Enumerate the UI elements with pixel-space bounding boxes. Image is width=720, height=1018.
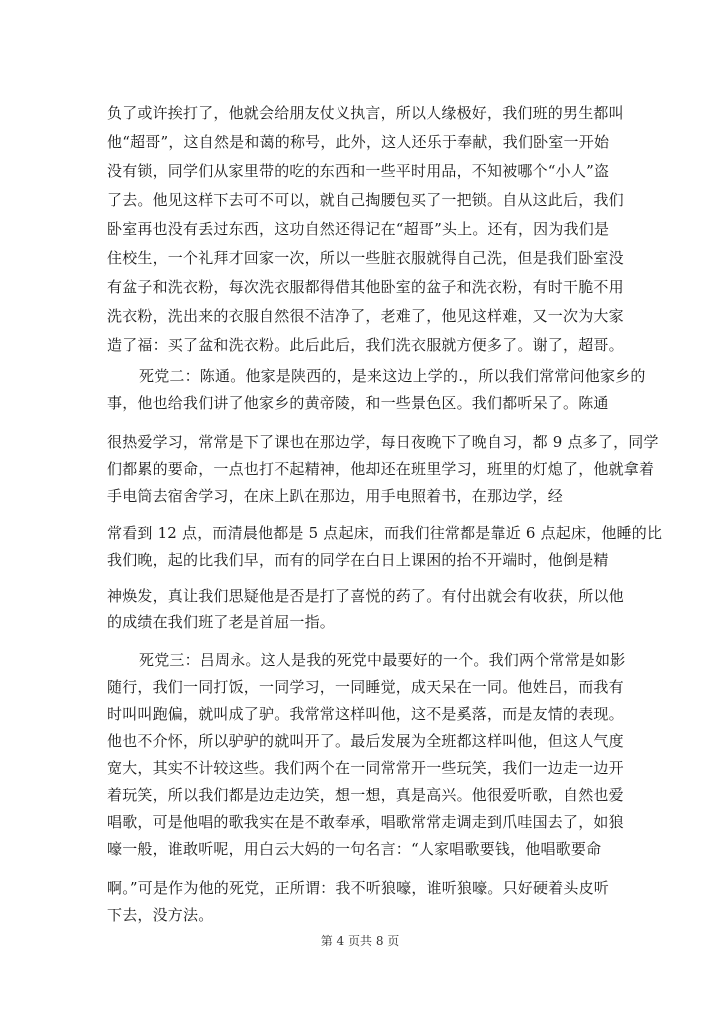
text-line: 着玩笑，所以我们都是边走边笑，想一想，真是高兴。他很爱听歌，自然也爱: [107, 786, 624, 804]
text-line: 手电筒去宿舍学习，在床上趴在那边，用手电照着书，在那边学，经: [107, 487, 564, 505]
text-line: 没有锁，同学们从家里带的吃的东西和一些平时用品，不知被哪个“小人”盗: [107, 162, 610, 180]
text-line: 住校生，一个礼拜才回家一次，所以一些脏衣服就得自己洗，但是我们卧室没: [107, 249, 624, 267]
text-line: 了去。他见这样下去可不可以，就自己掏腰包买了一把锁。自从这此后，我们: [107, 191, 624, 209]
text-line: 他“超哥”，这自然是和蔼的称号，此外，这人还乐于奉献，我们卧室一开始: [107, 133, 610, 151]
text-line: 神焕发，真让我们思疑他是否是打了喜悦的药了。有付出就会有收获，所以他: [107, 587, 624, 605]
text-line: 们都累的要命，一点也打不起精神，他却还在班里学习，班里的灯熄了，他就拿着: [107, 460, 655, 478]
text-line: 啊。”可是作为他的死党，正所谓：我不听狼嚎，谁听狼嚎。只好硬着头皮听: [107, 879, 609, 897]
text-line: 造了福：买了盆和洗衣粉。此后此后，我们洗衣服就方便多了。谢了，超哥。: [107, 336, 624, 354]
text-line: 唱歌，可是他唱的歌我实在是不敢奉承，唱歌常常走调走到爪哇国去了，如狼: [107, 813, 624, 831]
paragraph-heading-line: 死党二：陈通。他家是陕西的，是来这边上学的.，所以我们常常问他家乡的: [139, 367, 646, 385]
text-line: 嚎一般，谁敢听呢，用白云大妈的一句名言：“人家唱歌要钱，他唱歌要命: [107, 840, 602, 858]
text-line: 卧室再也没有丢过东西，这功自然还得记在“超哥”头上。还有，因为我们是: [107, 220, 610, 238]
text-line: 负了或许挨打了，他就会给朋友仗义执言，所以人缘极好，我们班的男生都叫: [107, 104, 624, 122]
text-line: 宽大，其实不计较这些。我们两个在一同常常开一些玩笑，我们一边走一边开: [107, 759, 624, 777]
text-line: 的成绩在我们班了老是首屈一指。: [107, 613, 336, 631]
text-line: 下去，没方法。: [107, 906, 214, 924]
page-number: 第 4 页共 8 页: [320, 934, 400, 948]
text-line: 他也不介怀，所以驴驴的就叫开了。最后发展为全班都这样叫他，但这人气度: [107, 732, 624, 750]
text-line: 很热爱学习，常常是下了课也在那边学，每日夜晚下了晚自习，都 9 点多了，同学: [107, 433, 659, 451]
text-line: 随行，我们一同打饭，一同学习，一同睡觉，成天呆在一同。他姓吕，而我有: [107, 678, 624, 696]
text-line: 常看到 12 点，而清晨他都是 5 点起床，而我们往常都是靠近 6 点起床，他睡的比: [107, 524, 663, 542]
text-line: 我们晚，起的比我们早，而有的同学在白日上课困的抬不开端时，他倒是精: [107, 551, 609, 569]
paragraph-heading-line: 死党三：吕周永。这人是我的死党中最要好的一个。我们两个常常是如影: [139, 651, 626, 669]
text-line: 洗衣粉，洗出来的衣服自然很不洁净了，老难了，他见这样难，又一次为大家: [107, 307, 624, 325]
text-line: 有盆子和洗衣粉，每次洗衣服都得借其他卧室的盆子和洗衣粉，有时干脆不用: [107, 278, 624, 296]
text-line: 事，他也给我们讲了他家乡的黄帝陵，和一些景色区。我们都听呆了。陈通: [107, 394, 609, 412]
text-line: 时叫叫跑偏，就叫成了驴。我常常这样叫他，这不是奚落，而是友情的表现。: [107, 705, 624, 723]
